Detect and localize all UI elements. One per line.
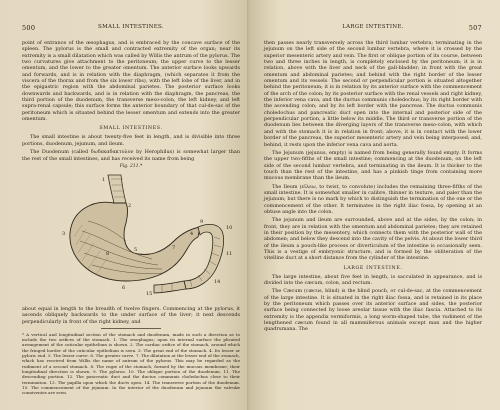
small-intestines-heading: SMALL INTESTINES. [99, 126, 163, 132]
left-paragraph: point of entrance of the œsophagus, and is embraced by the concave surface of the spleen. The pylorus is the small and contracted extremity of the organ; near its extremity is a small dilatation which was called by Willis the antrum of the pylorus. The two curvatures give attachment to the peritoneum; the upper curve to the lesser omentum, and the lower to the greater omentum. The anterior surface looks upwards and forwards, and is in relation with the diaphragm, (which separates it from the viscera of the thorax and from the six lower ribs), with the left lobe of the liver, and in the epigastric region with the abdominal parietes. The posterior surface looks downwards and backwards, and is in relation with the diaphragm, the pancreas, the third portion of the duodenum, the transverse meso-colon, the left kidney, and left supra-renal capsule; this surface forms the anterior boundary of that cul-de-sac of the peritoneum which is situated behind the lesser omentum and extends into the greater omentum. [22, 40, 240, 123]
left-running-title: SMALL INTESTINES. [98, 24, 164, 30]
right-running-title: LARGE INTESTINE. [342, 24, 404, 30]
svg-text:7: 7 [172, 244, 176, 251]
right-paragraph: The jejunum and ileum are surrounded, above and at the sides, by the colon; in front, they are in relation with the omentum and abdominal parietes; they are retained in their position by the mesentery, which connects them with the posterior wall of the abdomen; and below they descend into the cavity of the pelvis. At about the lower third of the ileum a pouch-like process or diverticulum of the intestine is occasionally seen. This is a vestige of embryonic structure, and is formed by the obliteration of the vitelline duct at a short distance from the cylinder of the intestine. [264, 217, 482, 262]
left-page-header [22, 24, 240, 34]
svg-text:8: 8 [106, 250, 110, 257]
svg-text:2: 2 [128, 202, 132, 209]
left-paragraph: The Duodenum (called δωδεκαδακτυλον by Herophilus) is somewhat larger than the rest of the small intestines, and has received its name from being [22, 149, 240, 162]
right-paragraph: The Ileum (εἰλεω, to twist, to convolute) includes the remaining three-fifths of the small intestine. It is somewhat smaller in calibre, thinner in texture, and paler than the jejunum; but there is no mark by which to distinguish the termination of the one or the commencement of the other. It terminates in the right iliac fossa, by opening at an obtuse angle into the colon. [264, 183, 482, 215]
svg-text:1: 1 [102, 176, 106, 183]
right-page [250, 0, 500, 410]
left-paragraph: about equal in length to the breadth of twelve fingers. Commencing at the pylorus, it ascends obliquely backwards to the under surface of the liver; it next descends perpendicularly in front of the right kidney, and [22, 305, 240, 325]
large-intestine-heading: LARGE INTESTINE. [343, 265, 403, 271]
svg-text:11: 11 [226, 250, 233, 257]
svg-text:5: 5 [134, 246, 138, 253]
stomach-duodenum-illustration [22, 171, 236, 299]
left-paragraph: The small intestine is about twenty-five feet in length, and is divisible into three portions, duodenum, jejunum, and ileum. [22, 134, 240, 147]
right-page-number: 507 [468, 24, 482, 32]
figure-footnote: * A vertical and longitudinal section of the stomach and duodenum, made in such a direction as to include the two orifices of the stomach. 1. The œsophagus; upon its internal surface the plicated arrangement of the cuticular epithelium is shown. 2. The cardiac orifice of the stomach, around which the fringed border of the cuticular epithelium is seen. 3. The great end of the stomach. 4. Its lesser or pyloric end. 5. The lesser curve. 6. The greater curve. 7. The dilatation at the lesser end of the stomach, which has received from Willis the name of antrum of the pylorus. This may be regarded as the rudiment of a second stomach. 8. The rugæ of the stomach, formed by the mucous membrane; their longitudinal direction is shown. 9. The pylorus. 10. The oblique portion of the duodenum. 11. The descending portion. 12. The pancreatic duct and the ductus communis choledochus close to their termination. 13. The papilla upon which the ducts open. 14. The transverse portion of the duodenum. 15. The commencement of the jejunum. In the interior of the duodenum and jejunum the valvulæ conniventes are seen. [22, 331, 240, 396]
svg-text:14: 14 [214, 278, 221, 285]
svg-text:4: 4 [190, 230, 194, 237]
right-paragraph: The Jejunum (jejunus, empty) is named from being generally found empty. It forms the upper two-fifths of the small intestine; commencing at the duodenum, on the left side of the second lumbar vertebra, and terminating in the ileum. It is thicker to the touch than the rest of the intestine, and has a pinkish tinge from containing more mucous membrane than the ileum. [264, 149, 482, 182]
left-page-number: 500 [22, 24, 36, 32]
right-page-header [264, 24, 482, 34]
svg-text:6: 6 [122, 284, 126, 291]
right-paragraph: The Cæcum (cæcus, blind) is the blind pouch, or cul-de-sac, at the commencement of the large intestine. It is situated in the right iliac fossa, and is retained in its place by the peritoneum which passes over its anterior surface and sides, the posterior surface being connected by loose areolar tissue with the iliac fascia. Attached to its extremity is the appendix vermiformis, a long worm-shaped tube, the rudiment of the lengthened cæcum found in all mammiferous animals except man and the higher quadrumana. The [264, 288, 482, 333]
svg-text:10: 10 [226, 224, 233, 231]
footnote-rule [101, 328, 161, 329]
svg-text:9: 9 [200, 218, 204, 225]
svg-text:15: 15 [146, 290, 153, 297]
svg-text:3: 3 [62, 230, 66, 237]
right-paragraph: then passes nearly transversely across the third lumbar vertebra; terminating in the jejunum on the left side of the second lumbar vertebra, where it is crossed by the superior mesenteric artery and vein. The first or oblique portion of its course, between two and three inches in length, is completely enclosed by the peritoneum; it is in relation, above with the liver and neck of the gall-bladder; in front with the great omentum and abdominal parietes; and behind with the right border of the lesser omentum and its vessels. The second or perpendicular portion is situated altogether behind the peritoneum; it is in relation by its anterior surface with the commencement of the arch of the colon; by its posterior surface with the renal vessels and right kidney, the inferior vena cava, and the ductus communis choledochus; by its right border with the ascending colon; and by its left border with the pancreas. The ductus communis choledochus and pancreatic duct open into the internal and posterior side of the perpendicular portion, a little below its middle. The third or transverse portion of the duodenum lies between the diverging layers of the transverse meso-colon, with which and with the stomach it is in relation in front; above, it is in contact with the lower border of the pancreas, the superior mesenteric artery and vein being interposed; and, behind, it rests upon the inferior vena cava and aorta. [264, 40, 482, 148]
right-paragraph: The large intestine, about five feet in length, is sacculated in appearance, and is divided into the cæcum, colon, and rectum. [264, 273, 482, 287]
figure-caption: Fig. 211.* [119, 163, 143, 169]
